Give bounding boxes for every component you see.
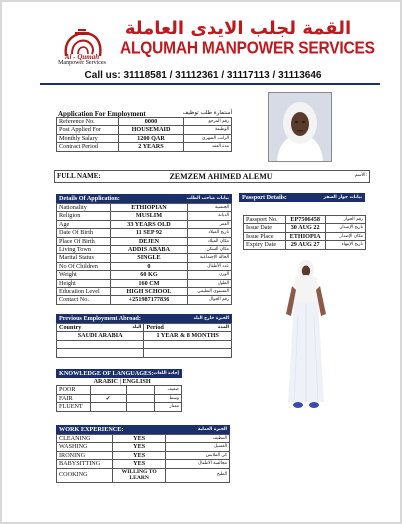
work-title: WORK EXPERIENCE: [59, 426, 124, 433]
row-label-ar: رقم الجوال [188, 296, 232, 304]
details-table [56, 203, 232, 305]
row-value: HOUSEMAID [118, 126, 184, 134]
table-row [57, 443, 230, 451]
row-value: ETHIOPIAN [110, 204, 187, 212]
full-body-photo [278, 256, 334, 414]
work-table [56, 434, 230, 483]
table-row [57, 118, 232, 126]
row-value: 0000 [118, 118, 184, 126]
details-title-ar: بيانات صاحب الطلب [186, 196, 229, 201]
row-label: Nationality [57, 204, 111, 212]
skill-label: CLEANING [57, 435, 113, 443]
languages-title-ar: إجادة اللغات [153, 371, 179, 376]
row-label-ar: تاريخ الميلاد [188, 229, 232, 237]
row-label-ar: الحالة الإجتماعية [188, 254, 232, 262]
table-row [57, 468, 230, 482]
arabic-check [90, 386, 126, 394]
row-label-ar: الديانة [188, 212, 232, 220]
application-title-ar: أستمارة طلب توظيف [182, 110, 232, 116]
row-label-ar: مدة العقد [184, 143, 232, 151]
row-label-ar: رقم المرجع [184, 118, 232, 126]
level-label-ar: ضعيف [154, 386, 181, 394]
table-row [57, 212, 232, 220]
row-label-ar: مكان الإصدار [325, 232, 365, 240]
row-label-ar: رقم الجواز [325, 216, 365, 224]
row-value: SINGLE [110, 254, 187, 262]
skill-label: WASHING [57, 443, 113, 451]
table-row [57, 332, 232, 340]
row-value: 11 SEP 92 [110, 229, 187, 237]
employment-title: Previous Employment Abroad: [59, 315, 141, 322]
table-row [57, 271, 232, 279]
row-value: 30 AUG 22 [285, 224, 325, 232]
application-title: Application For Employment [58, 110, 146, 118]
table-row [57, 204, 232, 212]
row-label: Place Of Birth [57, 237, 111, 245]
full-name-label: FULL NAME: [57, 172, 101, 180]
row-value: 2 YEARS [118, 143, 184, 151]
skill-label-ar: الطبخ [166, 468, 230, 482]
table-row [244, 216, 366, 224]
row-label-ar: مكان الميلاد [188, 237, 232, 245]
row-label: Living Town [57, 246, 111, 254]
english-check [126, 394, 154, 402]
skill-label: IRONING [57, 451, 113, 459]
table-row [57, 237, 232, 245]
table-row [57, 220, 232, 228]
country-cell: SAUDI ARABIA [57, 332, 144, 340]
table-header-row [57, 378, 182, 386]
work-title-ar: الخبرة العملية [197, 427, 227, 432]
table-row [57, 460, 230, 468]
table-row [57, 288, 232, 296]
row-value: 60 KG [110, 271, 187, 279]
employment-header [56, 314, 232, 323]
table-row [57, 340, 232, 348]
portrait-photo [268, 92, 332, 162]
row-label: Expiry Date [244, 241, 286, 249]
table-row [57, 126, 232, 134]
table-row [244, 241, 366, 249]
row-value: 29 AUG 27 [285, 241, 325, 249]
skill-label: COOKING [57, 468, 113, 482]
details-header [56, 194, 232, 203]
table-row [244, 224, 366, 232]
table-row [57, 246, 232, 254]
period-cell: 1 YEAR & 8 MONTHS [144, 332, 232, 340]
row-label: Education Level [57, 288, 111, 296]
level-label: FLUENT [57, 403, 91, 411]
row-label: Post Applied For [57, 126, 119, 134]
country-cell [57, 349, 144, 357]
table-row [57, 262, 232, 270]
row-value: +251987177836 [110, 296, 187, 304]
table-row [57, 403, 182, 411]
row-label: No Of Children [57, 262, 111, 270]
skill-value: YES [112, 443, 166, 451]
col-country: Country البلد [57, 324, 144, 332]
level-label-ar: ممتاز [154, 403, 181, 411]
table-row [57, 386, 182, 394]
arabic-check: ✓ [90, 394, 126, 402]
row-value: MUSLIM [110, 212, 187, 220]
row-label: Reference No. [57, 118, 119, 126]
languages-table [56, 378, 182, 412]
passport-title: Passport Details: [242, 194, 287, 201]
skill-label-ar: مجالسة الاطفال [166, 460, 230, 468]
col-period: Period المدة [144, 324, 232, 332]
table-row [57, 143, 232, 151]
row-label-ar: الوزن [188, 271, 232, 279]
table-header-row [57, 324, 232, 332]
passport-title-ar: بيانات جواز السفر [323, 195, 362, 200]
full-name-label-ar: الأسم: [354, 173, 367, 178]
row-label-ar: الراتب الشهري [184, 134, 232, 142]
call-us-line: Call us: 31118581 / 31112361 / 31117113 / 31113646 [84, 70, 322, 81]
english-check [126, 403, 154, 411]
table-row [57, 134, 232, 142]
row-label: Contact No. [57, 296, 111, 304]
row-label-ar: تاريخ الإنتهاء [325, 241, 365, 249]
skill-value: YES [112, 460, 166, 468]
row-label: Issue Place [244, 232, 286, 240]
skill-value: WILLING TO LEARN [112, 468, 166, 482]
row-label-ar: تاريخ الإصدار [325, 224, 365, 232]
row-label: Date Of Birth [57, 229, 111, 237]
table-row [57, 394, 182, 402]
skill-label-ar: التنظيف [166, 435, 230, 443]
logo-caption: Al - Qumah Manpower Services [58, 53, 106, 66]
arabic-title: القمة لجلب الايدى العاملة [124, 18, 352, 39]
row-label-ar: مكان السكن [188, 246, 232, 254]
row-value: 0 [110, 262, 187, 270]
level-label-ar: وسط [154, 394, 181, 402]
skill-label-ar: كي الملابس [166, 451, 230, 459]
row-label: Marital Status [57, 254, 111, 262]
row-value: ADDIS ABABA [110, 246, 187, 254]
table-row [57, 279, 232, 287]
row-label-ar: العمر [188, 220, 232, 228]
passport-table [243, 215, 366, 250]
table-row [57, 451, 230, 459]
skill-label: BABYSITTING [57, 460, 113, 468]
application-table [56, 117, 232, 152]
row-label: Passport No. [244, 216, 286, 224]
row-label: Height [57, 279, 111, 287]
english-title: ALQUMAH MANPOWER SERVICES [120, 38, 375, 59]
row-label-ar: الجنسية [188, 204, 232, 212]
full-name-bar [54, 170, 370, 183]
row-label-ar: الوظيفة [184, 126, 232, 134]
row-value: 160 CM [110, 279, 187, 287]
table-row [57, 435, 230, 443]
header-divider [40, 83, 380, 85]
row-label-ar: المستوى التعليمي [188, 288, 232, 296]
row-value: HIGH SCHOOL [110, 288, 187, 296]
languages-title: KNOWLEDGE OF LANGUAGES: [59, 370, 154, 377]
row-label: Issue Date [244, 224, 286, 232]
period-cell [144, 340, 232, 348]
row-value: ETHIOPIA [285, 232, 325, 240]
skill-label-ar: الغسيل [166, 443, 230, 451]
row-label: Weight [57, 271, 111, 279]
row-value: EP7506458 [285, 216, 325, 224]
row-label: Religion [57, 212, 111, 220]
passport-header [239, 193, 365, 202]
employment-title-ar: الخبرة خارج البلد [193, 316, 229, 321]
table-row [57, 229, 232, 237]
english-check [126, 386, 154, 394]
details-title: Details Of Application: [59, 195, 120, 202]
work-header [56, 425, 230, 434]
table-row [57, 254, 232, 262]
period-cell [144, 349, 232, 357]
table-row [244, 232, 366, 240]
languages-header [56, 369, 182, 378]
row-value: 1200 QAR [118, 134, 184, 142]
level-label: FAIR [57, 394, 91, 402]
row-label: Age [57, 220, 111, 228]
employment-table [56, 323, 232, 358]
full-name-value: ZEMZEM AHIMED ALEMU [169, 171, 273, 181]
skill-value: YES [112, 451, 166, 459]
row-value: 33 YEARS OLD [110, 220, 187, 228]
row-label: Monthly Salary [57, 134, 119, 142]
table-row [57, 296, 232, 304]
arabic-check [90, 403, 126, 411]
row-label: Contract Period [57, 143, 119, 151]
languages-col-header: ARABIC | ENGLISH [93, 378, 151, 385]
row-label-ar: الطول [188, 279, 232, 287]
row-label-ar: عدد الأطفال [188, 262, 232, 270]
table-row [57, 349, 232, 357]
country-cell [57, 340, 144, 348]
skill-value: YES [112, 435, 166, 443]
level-label: POOR [57, 386, 91, 394]
row-value: DEJEN [110, 237, 187, 245]
